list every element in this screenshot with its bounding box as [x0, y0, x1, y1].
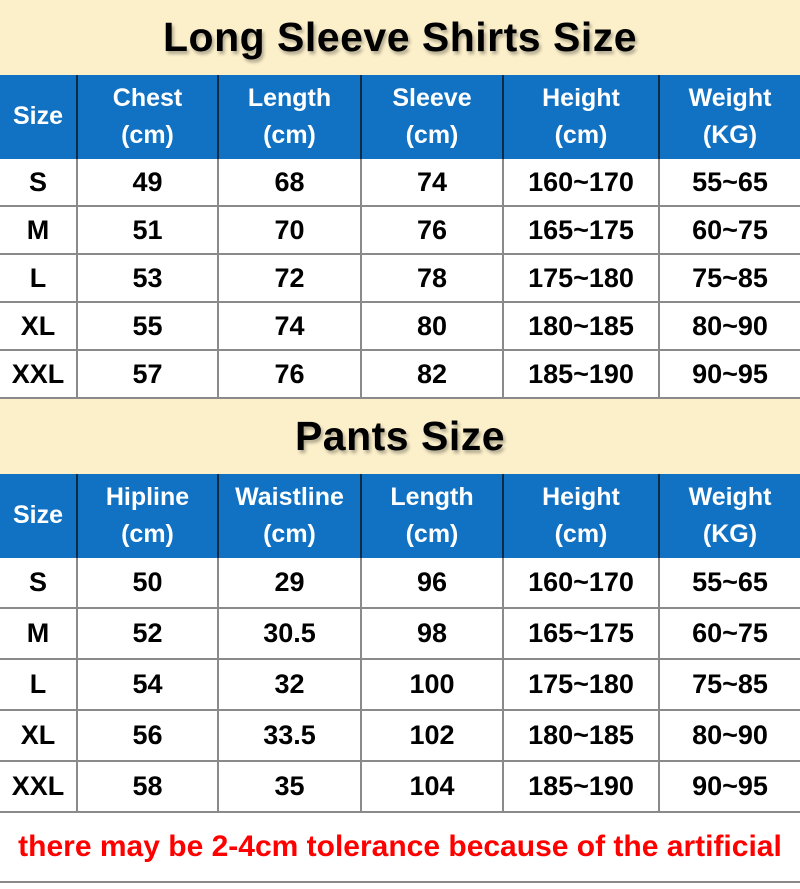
header-label: Height — [542, 482, 620, 511]
table-cell: 180~185 — [502, 711, 658, 760]
header-cell-weight — [658, 75, 800, 159]
table-cell: 78 — [360, 255, 502, 301]
table-cell: 75~85 — [658, 255, 800, 301]
table-cell: 76 — [217, 351, 360, 397]
header-cell-chest — [76, 75, 217, 159]
table-cell: L — [29, 669, 47, 699]
shirts-table-title: Long Sleeve Shirts Size — [0, 0, 800, 75]
pants-table-title: Pants Size — [0, 399, 800, 474]
pants-table-rows — [0, 558, 800, 813]
header-unit: (KG) — [702, 520, 758, 548]
table-cell: 175~180 — [502, 255, 658, 301]
header-cell-height — [502, 75, 658, 159]
table-cell: 75~85 — [658, 660, 800, 709]
header-cell-height — [502, 474, 658, 558]
header-unit: (cm) — [554, 520, 608, 548]
table-cell: 96 — [360, 558, 502, 607]
table-cell: 49 — [76, 159, 217, 205]
table-cell: XL — [20, 310, 56, 341]
table-cell: 185~190 — [502, 762, 658, 811]
shirts-size-table — [0, 0, 800, 399]
table-cell: 80 — [360, 303, 502, 349]
header-cell-waistline — [217, 474, 360, 558]
table-row-m — [0, 207, 800, 255]
header-label: Length — [390, 482, 474, 511]
header-label: Hipline — [105, 482, 190, 511]
table-cell: 55~65 — [658, 558, 800, 607]
header-label: Length — [247, 83, 332, 112]
table-cell: 55 — [76, 303, 217, 349]
table-cell: M — [26, 214, 50, 245]
header-label: Weight — [688, 83, 772, 112]
tolerance-note: there may be 2-4cm tolerance because of the artificial — [0, 813, 800, 883]
table-row-xxl — [0, 351, 800, 399]
header-unit: (cm) — [121, 520, 174, 548]
table-cell: M — [26, 618, 50, 648]
header-cell-size — [0, 474, 76, 558]
table-cell: 33.5 — [217, 711, 360, 760]
table-cell: 90~95 — [658, 762, 800, 811]
table-cell: 74 — [217, 303, 360, 349]
table-cell: XXL — [11, 771, 65, 801]
header-cell-length — [360, 474, 502, 558]
table-cell: 82 — [360, 351, 502, 397]
header-label: Chest — [112, 83, 183, 112]
table-cell: 165~175 — [502, 609, 658, 658]
table-cell: 102 — [360, 711, 502, 760]
table-row-s — [0, 159, 800, 207]
table-cell: XXL — [11, 358, 65, 389]
table-cell: 175~180 — [502, 660, 658, 709]
table-cell: 165~175 — [502, 207, 658, 253]
header-unit: (cm) — [263, 121, 316, 149]
table-cell: S — [28, 567, 47, 597]
shirts-table-rows — [0, 159, 800, 399]
header-unit: (cm) — [405, 520, 459, 548]
header-unit: (cm) — [405, 121, 459, 149]
table-cell: 80~90 — [658, 711, 800, 760]
header-unit: (cm) — [121, 121, 174, 149]
pants-header-row — [0, 474, 800, 558]
table-cell: 50 — [76, 558, 217, 607]
header-label: Weight — [688, 482, 772, 511]
table-cell: 160~170 — [502, 159, 658, 205]
table-cell: 58 — [76, 762, 217, 811]
table-cell: 180~185 — [502, 303, 658, 349]
table-cell: S — [28, 166, 47, 197]
table-cell: 29 — [217, 558, 360, 607]
header-cell-size — [0, 75, 76, 159]
table-cell: 104 — [360, 762, 502, 811]
table-cell: 160~170 — [502, 558, 658, 607]
header-label: Waistline — [235, 482, 344, 511]
table-cell: 185~190 — [502, 351, 658, 397]
header-unit: (cm) — [554, 121, 608, 149]
header-unit: (KG) — [702, 121, 758, 149]
header-cell-sleeve — [360, 75, 502, 159]
table-cell: 60~75 — [658, 207, 800, 253]
table-cell: L — [29, 262, 47, 293]
table-cell: 32 — [217, 660, 360, 709]
table-cell: 35 — [217, 762, 360, 811]
table-cell: 51 — [76, 207, 217, 253]
header-unit: (cm) — [263, 520, 316, 548]
header-label: Height — [542, 83, 620, 112]
table-cell: 76 — [360, 207, 502, 253]
table-row-l — [0, 255, 800, 303]
header-cell-length — [217, 75, 360, 159]
header-cell-hipline — [76, 474, 217, 558]
table-row-xl — [0, 303, 800, 351]
table-cell: 52 — [76, 609, 217, 658]
table-cell: 30.5 — [217, 609, 360, 658]
table-cell: 57 — [76, 351, 217, 397]
header-label: Sleeve — [392, 83, 472, 112]
header-label: Size — [12, 501, 64, 530]
table-cell: 68 — [217, 159, 360, 205]
table-row-m — [0, 609, 800, 660]
table-row-xxl — [0, 762, 800, 813]
header-cell-weight — [658, 474, 800, 558]
table-cell: 60~75 — [658, 609, 800, 658]
shirts-header-row — [0, 75, 800, 159]
table-cell: 74 — [360, 159, 502, 205]
table-cell: 55~65 — [658, 159, 800, 205]
table-cell: XL — [20, 720, 56, 750]
table-row-xl — [0, 711, 800, 762]
table-cell: 100 — [360, 660, 502, 709]
header-label: Size — [12, 102, 64, 131]
table-cell: 98 — [360, 609, 502, 658]
table-row-l — [0, 660, 800, 711]
table-cell: 80~90 — [658, 303, 800, 349]
table-cell: 56 — [76, 711, 217, 760]
table-cell: 72 — [217, 255, 360, 301]
table-cell: 90~95 — [658, 351, 800, 397]
table-cell: 70 — [217, 207, 360, 253]
pants-size-table — [0, 399, 800, 813]
table-cell: 54 — [76, 660, 217, 709]
table-cell: 53 — [76, 255, 217, 301]
table-row-s — [0, 558, 800, 609]
